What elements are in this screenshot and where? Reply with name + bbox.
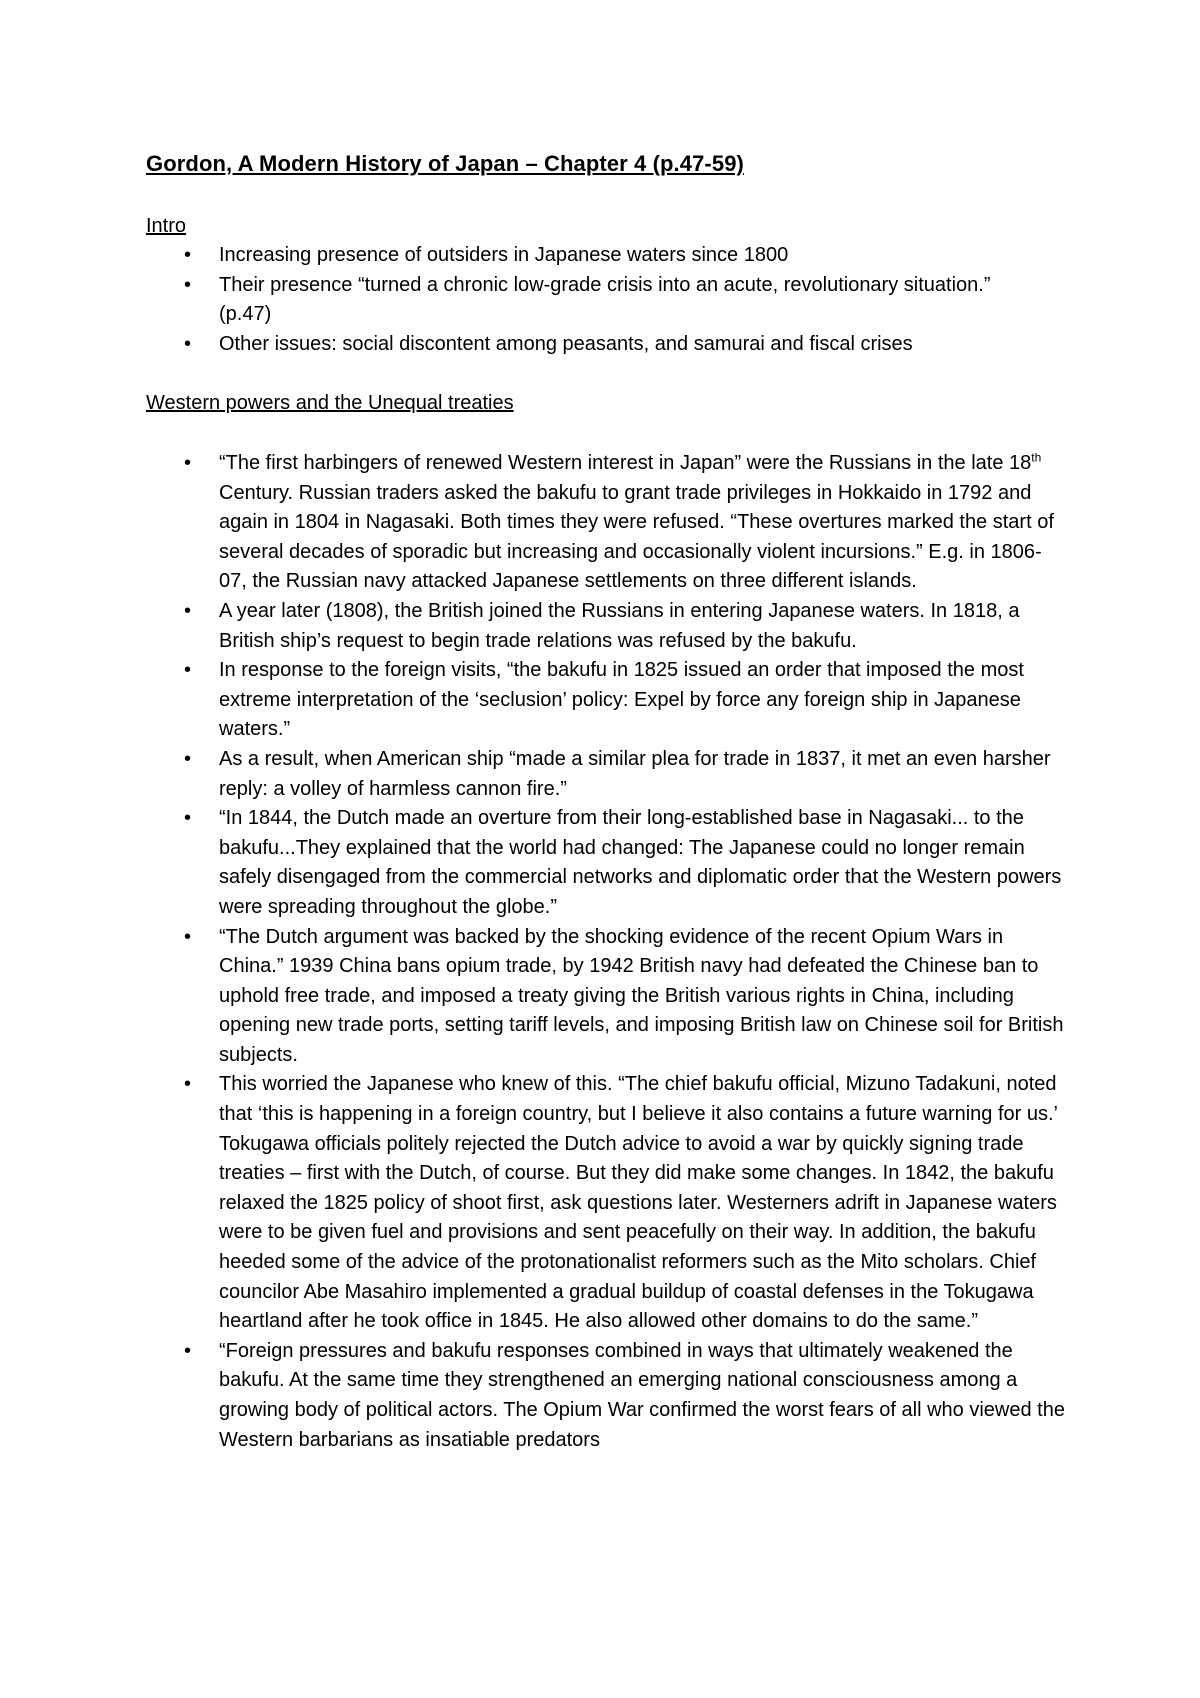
western-powers-list	[184, 449, 1069, 1455]
ordinal-superscript: th	[1031, 450, 1042, 465]
bullet-icon: •	[184, 659, 192, 682]
list-item	[184, 241, 1019, 271]
list-item-text: Increasing presence of outsiders in Japanese waters since 1800	[219, 244, 789, 266]
bullet-icon: •	[184, 925, 192, 948]
bullet-icon: •	[184, 1339, 192, 1362]
list-item-text-before: “The first harbingers of renewed Western interest in Japan” were the Russians in the late 18	[219, 452, 1032, 474]
bullet-icon: •	[184, 599, 192, 622]
list-item-text: Their presence “turned a chronic low-grade crisis into an acute, revolutionary situation.” (p.47)	[219, 273, 991, 326]
intro-heading: Intro	[146, 215, 187, 237]
list-item-text: “In 1844, the Dutch made an overture from their long-established base in Nagasaki... to the bakufu...They explained that the world had changed: The Japanese could no longer remain safely disengaged from the commercial networks and diplomatic order that the Western powers were spreading throughout the globe.”	[219, 807, 1062, 918]
list-item	[184, 1070, 1069, 1336]
bullet-icon: •	[184, 452, 192, 474]
bullet-icon: •	[184, 1073, 192, 1096]
bullet-icon: •	[184, 332, 192, 355]
intro-list	[184, 241, 1019, 359]
list-item	[184, 597, 1069, 656]
list-item	[184, 804, 1069, 922]
list-item	[184, 745, 1069, 804]
list-item-text-after: Century. Russian traders asked the bakufu to grant trade privileges in Hokkaido in 1792 and again in 1804 in Nagasaki. Both times they were refused. “These overtures marked the start of several decades of sporadic but increasing and occasionally violent incursions.” E.g. in 1806-07, the Russian navy attacked Japanese settlements on three different islands.	[219, 481, 1054, 593]
list-item	[184, 271, 1019, 330]
list-item-text: This worried the Japanese who knew of this. “The chief bakufu official, Mizuno Tadakuni, noted that ‘this is happening in a foreign country, but I believe it also contains a future warning for us.’ Tokugawa officials politely rejected the Dutch advice to avoid a war by quickly signing trade treaties – first with the Dutch, of course. But they did make some changes. In 1842, the bakufu relaxed the 1825 policy of shoot first, ask questions later. Westerners adrift in Japanese waters were to be given fuel and provisions and sent peacefully on their way. In addition, the bakufu heeded some of the advice of the protonationalist reformers such as the Mito scholars. Chief councilor Abe Masahiro implemented a gradual buildup of coastal defenses in the Tokugawa heartland after he took office in 1845. He also allowed other domains to do the same.”	[219, 1073, 1058, 1333]
western-powers-heading: Western powers and the Unequal treaties	[146, 392, 514, 414]
list-item	[184, 330, 1019, 360]
bullet-icon: •	[184, 273, 192, 296]
list-item-text: In response to the foreign visits, “the bakufu in 1825 issued an order that imposed the most extreme interpretation of the ‘seclusion’ policy: Expel by force any foreign ship in Japanese waters.”	[219, 659, 1024, 741]
list-item-text: As a result, when American ship “made a similar plea for trade in 1837, it met an even harsher reply: a volley of harmless cannon fire.”	[219, 747, 1051, 800]
list-item-text: “The Dutch argument was backed by the shocking evidence of the recent Opium Wars in China.” 1939 China bans opium trade, by 1942 British navy had defeated the Chinese ban to uphold free trade, and imposed a treaty giving the British various rights in China, including opening new trade ports, setting tariff levels, and imposing British law on Chinese soil for British subjects.	[219, 925, 1064, 1066]
list-item	[184, 923, 1069, 1071]
bullet-icon: •	[184, 747, 192, 770]
bullet-icon: •	[184, 244, 192, 266]
document-title: Gordon, A Modern History of Japan – Chapter 4 (p.47-59)	[146, 151, 744, 176]
list-item-text: A year later (1808), the British joined the Russians in entering Japanese waters. In 1818, a British ship’s request to begin trade relations was refused by the bakufu.	[219, 599, 1020, 652]
list-item	[184, 1337, 1069, 1455]
list-item-text: “Foreign pressures and bakufu responses combined in ways that ultimately weakened the bakufu. At the same time they strengthened an emerging national consciousness among a growing body of political actors. The Opium War confirmed the worst fears of all who viewed the Western barbarians as insatiable predators	[219, 1339, 1065, 1451]
list-item-text: Other issues: social discontent among peasants, and samurai and fiscal crises	[219, 332, 913, 355]
list-item	[184, 656, 1069, 745]
bullet-icon: •	[184, 807, 192, 830]
list-item	[184, 449, 1069, 597]
